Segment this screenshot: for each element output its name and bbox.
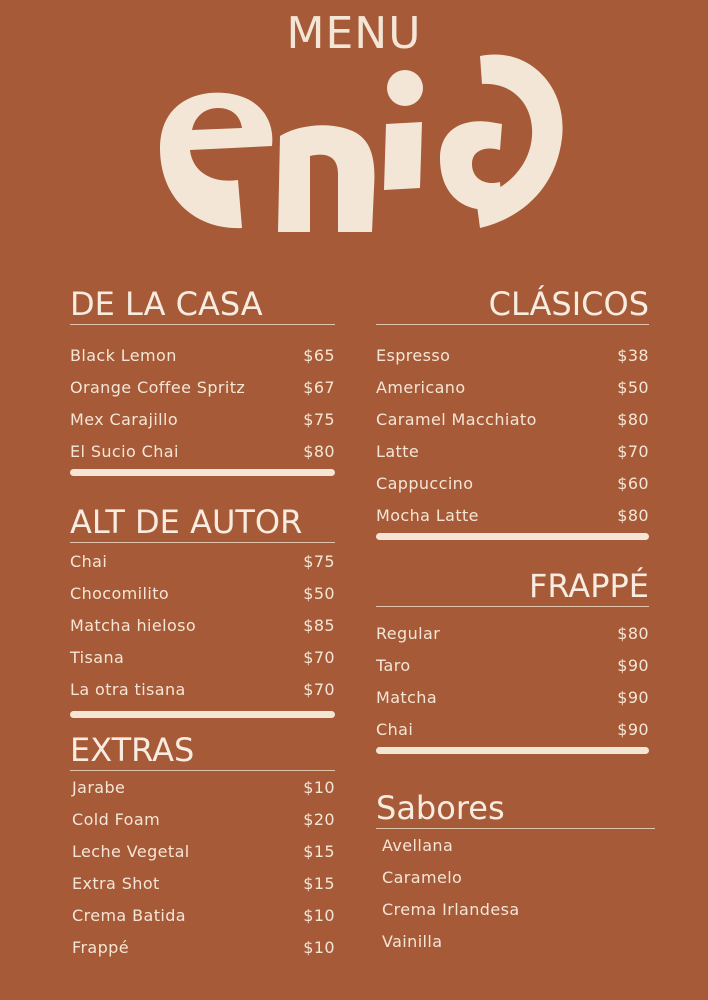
menu-item: Taro $90 bbox=[376, 655, 649, 675]
menu-item: Orange Coffee Spritz $67 bbox=[70, 377, 335, 397]
divider bbox=[70, 770, 335, 771]
divider bbox=[70, 324, 335, 325]
menu-heading: MENU bbox=[286, 8, 422, 59]
section-end-bar bbox=[70, 469, 335, 476]
menu-item: Crema Irlandesa bbox=[382, 899, 520, 919]
section-frappe bbox=[376, 566, 649, 754]
menu-item: Matcha hieloso $85 bbox=[70, 615, 335, 635]
menu-item: Regular $80 bbox=[376, 623, 649, 643]
menu-item: Cold Foam $20 bbox=[72, 809, 335, 829]
section-title: EXTRAS bbox=[70, 731, 195, 769]
section-title: DE LA CASA bbox=[70, 285, 263, 323]
section-end-bar bbox=[376, 533, 649, 540]
menu-item: Americano $50 bbox=[376, 377, 649, 397]
menu-item: Caramelo bbox=[382, 867, 463, 887]
menu-item: Vainilla bbox=[382, 931, 443, 951]
menu-item: Leche Vegetal $15 bbox=[72, 841, 335, 861]
section-sabores bbox=[376, 788, 655, 957]
menu-item: Espresso $38 bbox=[376, 345, 649, 365]
menu-item: Matcha $90 bbox=[376, 687, 649, 707]
enid-logo bbox=[150, 38, 570, 238]
section-alt-de-autor bbox=[70, 502, 335, 718]
menu-item: El Sucio Chai $80 bbox=[70, 441, 335, 461]
menu-item: Avellana bbox=[382, 835, 454, 855]
divider bbox=[376, 606, 649, 607]
divider bbox=[376, 828, 655, 829]
section-title: FRAPPÉ bbox=[528, 567, 649, 605]
section-clasicos bbox=[376, 284, 649, 540]
menu-item: Mocha Latte $80 bbox=[376, 505, 649, 525]
menu-item: Jarabe $10 bbox=[72, 777, 335, 797]
menu-item: Chai $90 bbox=[376, 719, 649, 739]
section-title: ALT DE AUTOR bbox=[70, 503, 303, 541]
menu-item: Frappé $10 bbox=[72, 937, 335, 957]
section-title: Sabores bbox=[376, 789, 505, 827]
menu-item: Chocomilito $50 bbox=[70, 583, 335, 603]
section-end-bar bbox=[70, 711, 335, 718]
menu-item: Crema Batida $10 bbox=[72, 905, 335, 925]
menu-item: Caramel Macchiato $80 bbox=[376, 409, 649, 429]
section-title: CLÁSICOS bbox=[488, 285, 649, 323]
menu-item: La otra tisana $70 bbox=[70, 679, 335, 699]
section-end-bar bbox=[376, 747, 649, 754]
divider bbox=[70, 542, 335, 543]
menu-item: Cappuccino $60 bbox=[376, 473, 649, 493]
menu-item: Chai $75 bbox=[70, 551, 335, 571]
section-extras bbox=[70, 730, 335, 963]
divider bbox=[376, 324, 649, 325]
section-de-la-casa bbox=[70, 284, 335, 476]
menu-item: Extra Shot $15 bbox=[72, 873, 335, 893]
menu-item: Mex Carajillo $75 bbox=[70, 409, 335, 429]
menu-item: Tisana $70 bbox=[70, 647, 335, 667]
menu-item: Latte $70 bbox=[376, 441, 649, 461]
menu-item: Black Lemon $65 bbox=[70, 345, 335, 365]
